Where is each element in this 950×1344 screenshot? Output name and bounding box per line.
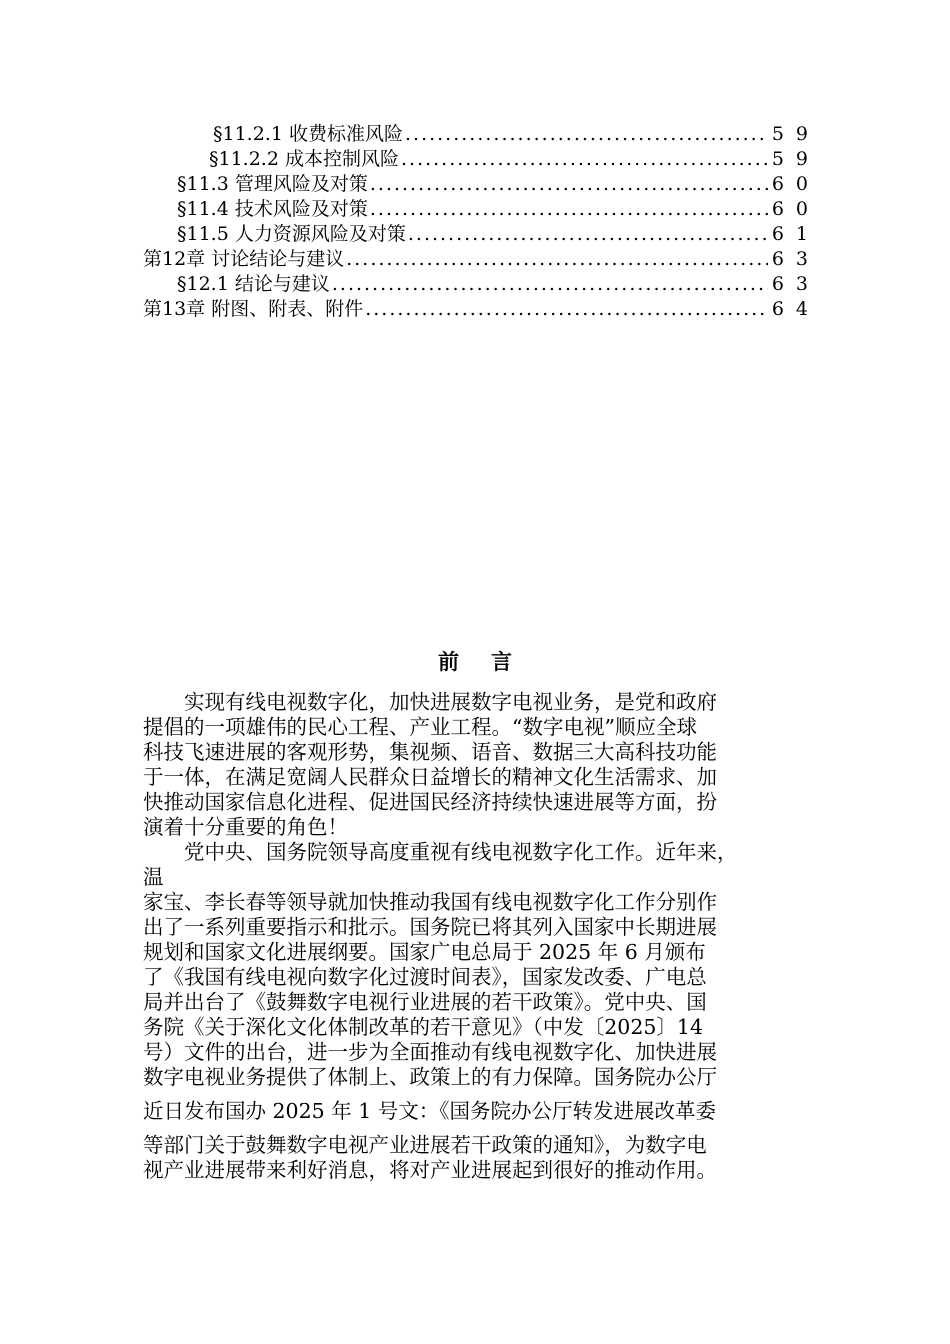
paragraph-line: 提倡的一项雄伟的民心工程、产业工程。“数字电视”顺应全球 [143, 715, 697, 739]
paragraph-line: 了《我国有线电视向数字化过渡时间表》，国家发改委、广电总 [143, 965, 707, 989]
paragraph-line: 局并出台了《鼓舞数字电视行业进展的若干政策》。党中央、国 [143, 990, 707, 1014]
toc-leader-dots [365, 297, 768, 322]
toc-entry-page: 64 [771, 298, 820, 320]
preface-body [143, 690, 811, 1183]
toc-entry[interactable] [143, 122, 820, 147]
table-of-contents [143, 122, 820, 322]
toc-entry-title: §11.3 管理风险及对策 [177, 173, 368, 195]
toc-entry-title: §11.2.1 收费标准风险 [213, 123, 403, 145]
paragraph-line: 等部门关于鼓舞数字电视产业进展若干政策的通知》，为数字电 [143, 1133, 707, 1157]
paragraph-line: 家宝、李长春等领导就加快推动我国有线电视数字化工作分别作 [143, 890, 717, 914]
paragraph-line: 温 [143, 865, 164, 889]
toc-entry-page: 63 [771, 248, 820, 270]
toc-entry-page: 60 [771, 198, 820, 220]
toc-leader-dots [405, 122, 768, 147]
toc-entry[interactable] [143, 197, 820, 222]
toc-entry-page: 59 [771, 148, 820, 170]
toc-entry-page: 63 [771, 273, 820, 295]
paragraph-line: 规划和国家文化进展纲要。国家广电总局于 2025 年 6 月颁布 [143, 940, 706, 964]
toc-entry[interactable] [143, 172, 820, 197]
paragraph-line: 近日发布国办 2025 年 1 号文：《国务院办公厅转发进展改革委 [143, 1099, 717, 1123]
toc-entry[interactable] [143, 247, 820, 272]
paragraph-line: 于一体，在满足宽阔人民群众日益增长的精神文化生活需求、加 [143, 765, 717, 789]
toc-entry-title: §11.2.2 成本控制风险 [209, 148, 399, 170]
toc-entry-title: 第13章 附图、附表、附件 [143, 298, 364, 320]
paragraph-line: 出了一系列重要指示和批示。国务院已将其列入国家中长期进展 [143, 915, 717, 939]
toc-leader-dots [401, 147, 768, 172]
toc-entry-title: §12.1 结论与建议 [177, 273, 330, 295]
paragraph-line: 数字电视业务提供了体制上、政策上的有力保障。国务院办公厅 [143, 1065, 717, 1089]
toc-entry-page: 59 [771, 123, 820, 145]
paragraph-line: 党中央、国务院领导高度重视有线电视数字化工作。近年来， [184, 840, 738, 864]
paragraph-line: 演着十分重要的角色！ [143, 815, 348, 839]
toc-entry[interactable] [143, 272, 820, 297]
toc-entry[interactable] [143, 147, 820, 172]
toc-leader-dots [408, 222, 768, 247]
toc-entry-page: 60 [771, 173, 820, 195]
toc-entry[interactable] [143, 222, 820, 247]
preface-heading: 前言 [438, 650, 544, 674]
toc-entry-title: 第12章 讨论结论与建议 [143, 248, 345, 270]
toc-entry[interactable] [143, 297, 820, 322]
paragraph-line: 务院《关于深化文化体制改革的若干意见》（中发〔2025〕14 [143, 1015, 704, 1039]
toc-leader-dots [370, 197, 768, 222]
paragraph-line: 视产业进展带来利好消息，将对产业进展起到很好的推动作用。 [143, 1158, 717, 1182]
paragraph-line: 科技飞速进展的客观形势，集视频、语音、数据三大高科技功能 [143, 740, 717, 764]
toc-leader-dots [332, 272, 768, 297]
toc-leader-dots [370, 172, 768, 197]
paragraph-line: 号）文件的出台，进一步为全面推动有线电视数字化、加快进展 [143, 1040, 717, 1064]
paragraph-line: 快推动国家信息化进程、促进国民经济持续快速进展等方面，扮 [143, 790, 717, 814]
toc-entry-title: §11.4 技术风险及对策 [177, 198, 368, 220]
toc-entry-page: 61 [771, 223, 820, 245]
toc-entry-title: §11.5 人力资源风险及对策 [177, 223, 406, 245]
toc-leader-dots [346, 247, 768, 272]
paragraph-line: 实现有线电视数字化，加快进展数字电视业务，是党和政府 [184, 690, 717, 714]
